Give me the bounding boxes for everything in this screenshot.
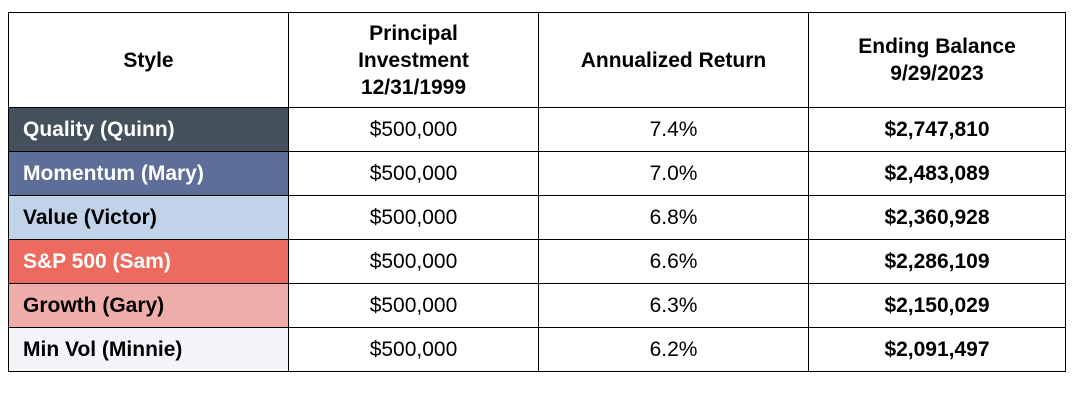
table-row <box>9 196 1066 240</box>
header-annualized-return: Annualized Return <box>539 13 809 108</box>
ending-balance-cell: $2,150,029 <box>809 284 1066 328</box>
header-principal-line-2: Investment <box>358 48 469 72</box>
ending-balance-cell: $2,747,810 <box>809 108 1066 152</box>
style-cell: Min Vol (Minnie) <box>9 328 289 372</box>
ending-balance-cell: $2,360,928 <box>809 196 1066 240</box>
principal-cell: $500,000 <box>289 196 539 240</box>
style-cell: S&P 500 (Sam) <box>9 240 289 284</box>
principal-cell: $500,000 <box>289 328 539 372</box>
header-principal-line-3: 12/31/1999 <box>360 75 467 99</box>
annualized-return-cell: 6.6% <box>539 240 809 284</box>
header-principal-line-1: Principal <box>369 21 458 45</box>
principal-cell: $500,000 <box>289 284 539 328</box>
table-row <box>9 152 1066 196</box>
header-row <box>9 13 1066 108</box>
principal-cell: $500,000 <box>289 152 539 196</box>
style-cell: Value (Victor) <box>9 196 289 240</box>
style-cell: Quality (Quinn) <box>9 108 289 152</box>
annualized-return-cell: 6.3% <box>539 284 809 328</box>
header-principal <box>289 13 539 108</box>
table-row <box>9 284 1066 328</box>
ending-balance-cell: $2,483,089 <box>809 152 1066 196</box>
principal-cell: $500,000 <box>289 240 539 284</box>
header-ending-line-1: Ending Balance <box>858 35 1016 58</box>
table-row <box>9 328 1066 372</box>
ending-balance-cell: $2,091,497 <box>809 328 1066 372</box>
header-ending-line-2: 9/29/2023 <box>890 62 984 85</box>
principal-cell: $500,000 <box>289 108 539 152</box>
annualized-return-cell: 7.0% <box>539 152 809 196</box>
annualized-return-cell: 7.4% <box>539 108 809 152</box>
ending-balance-cell: $2,286,109 <box>809 240 1066 284</box>
header-style: Style <box>9 13 289 108</box>
annualized-return-cell: 6.8% <box>539 196 809 240</box>
table-row <box>9 108 1066 152</box>
returns-table-container <box>8 12 1066 372</box>
table-row <box>9 240 1066 284</box>
style-cell: Momentum (Mary) <box>9 152 289 196</box>
header-ending-balance <box>809 13 1066 108</box>
returns-table <box>8 12 1066 372</box>
annualized-return-cell: 6.2% <box>539 328 809 372</box>
style-cell: Growth (Gary) <box>9 284 289 328</box>
